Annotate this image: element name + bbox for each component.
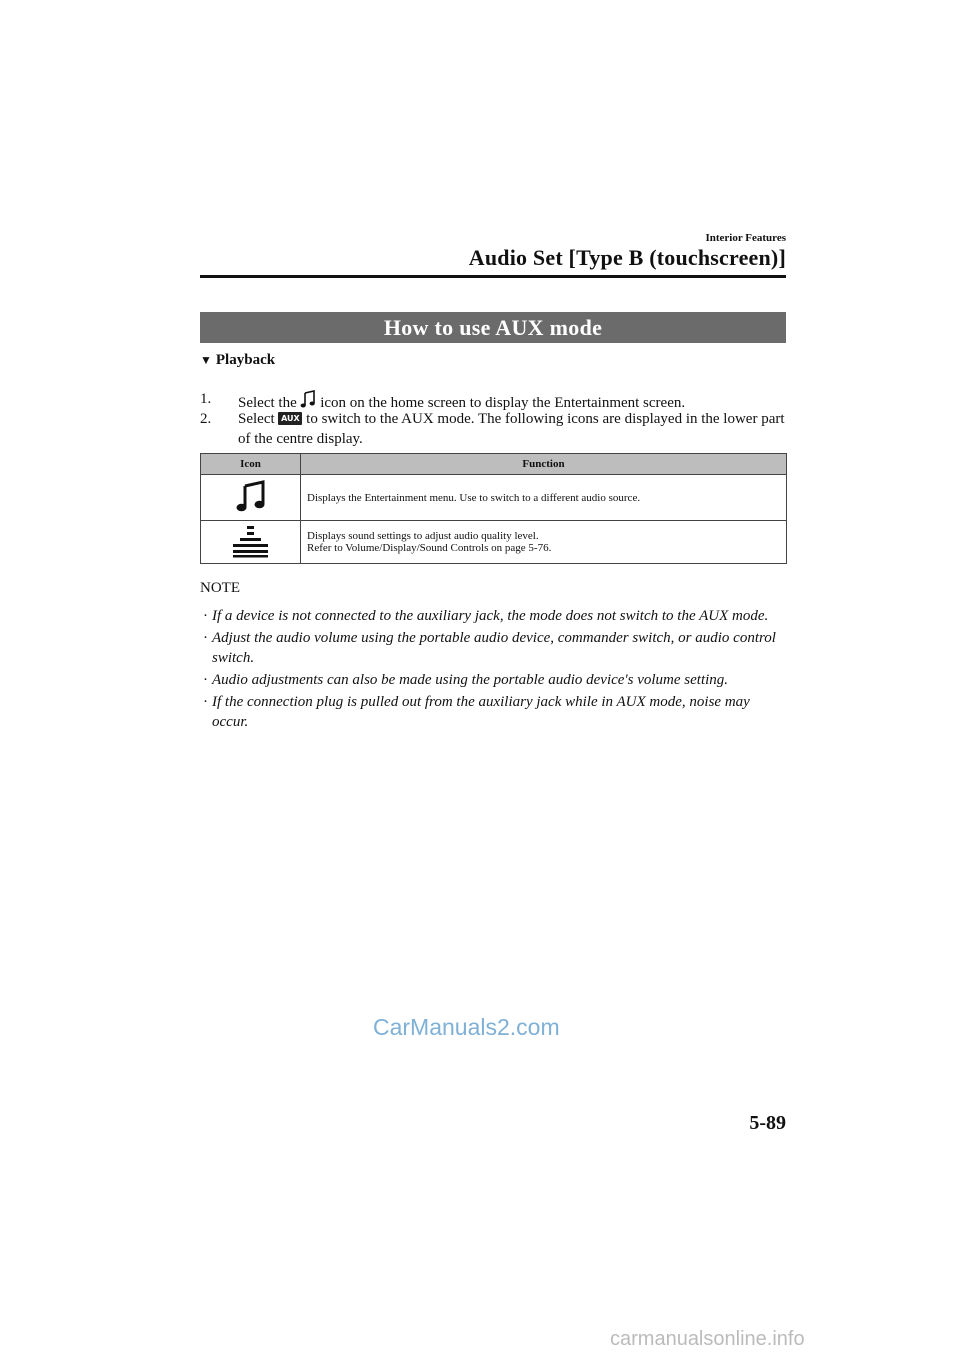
topic-banner: [200, 312, 786, 343]
sound-equalizer-icon: [231, 549, 271, 561]
bullet: ·: [203, 630, 208, 646]
note-text: Adjust the audio volume using the portable audio device, commander switch, or audio control switch.: [212, 630, 776, 666]
section-title: Audio Set [Type B (touchscreen)]: [468, 245, 786, 270]
step-text: Select: [238, 411, 275, 427]
note-list: [200, 606, 786, 734]
watermark-link[interactable]: CarManuals2.com: [373, 1014, 560, 1040]
step-2: [200, 409, 786, 449]
chapter-title: Interior Features: [705, 232, 786, 244]
note-item: [200, 628, 786, 668]
function-text: Refer to Volume/Display/Sound Controls on page 5-76.: [307, 542, 552, 554]
table-header-icon: Icon: [201, 454, 301, 475]
table-cell-icon: [201, 521, 301, 564]
note-item: [200, 670, 786, 690]
function-text: Displays sound settings to adjust audio quality level.: [307, 530, 539, 542]
bullet: ·: [203, 672, 208, 688]
icon-function-table: [200, 453, 787, 564]
note-item: [200, 606, 786, 626]
note-text: If a device is not connected to the auxiliary jack, the mode does not switch to the AUX mode.: [212, 608, 769, 624]
topic-banner-title: How to use AUX mode: [383, 314, 603, 340]
step-text: Select the: [238, 395, 297, 411]
step-text: icon on the home screen to display the Entertainment screen.: [320, 395, 686, 411]
note-label: NOTE: [200, 580, 240, 596]
step-text: to switch to the AUX mode. The following icons are displayed in the lower part of the centre display.: [238, 411, 785, 447]
step-number: 2.: [200, 411, 212, 427]
header-rule: [200, 275, 786, 278]
table-cell-icon: [201, 475, 301, 521]
triangle-marker-icon: ▼: [200, 353, 212, 367]
note-item: [200, 692, 786, 732]
table-header-function: Function: [301, 454, 787, 475]
page-number: 5-89: [749, 1112, 786, 1134]
table-row: [201, 475, 787, 521]
aux-icon: AUX: [278, 412, 302, 425]
note-text: Audio adjustments can also be made using the portable audio device's volume setting.: [212, 672, 729, 688]
subheading-text: Playback: [215, 352, 276, 368]
note-text: If the connection plug is pulled out from the auxiliary jack while in AUX mode, noise may occur.: [212, 694, 750, 730]
music-note-icon: [236, 504, 266, 516]
table-cell-function: [301, 475, 787, 521]
table-row: [201, 521, 787, 564]
bullet: ·: [203, 694, 208, 710]
table-cell-function: [301, 521, 787, 564]
table-header-row: [201, 454, 787, 475]
footer-watermark[interactable]: carmanualsonline.info: [610, 1328, 805, 1350]
bullet: ·: [203, 608, 208, 624]
subheading: [200, 352, 275, 369]
step-number: 1.: [200, 391, 212, 407]
function-text: Displays the Entertainment menu. Use to switch to a different audio source.: [307, 491, 641, 504]
